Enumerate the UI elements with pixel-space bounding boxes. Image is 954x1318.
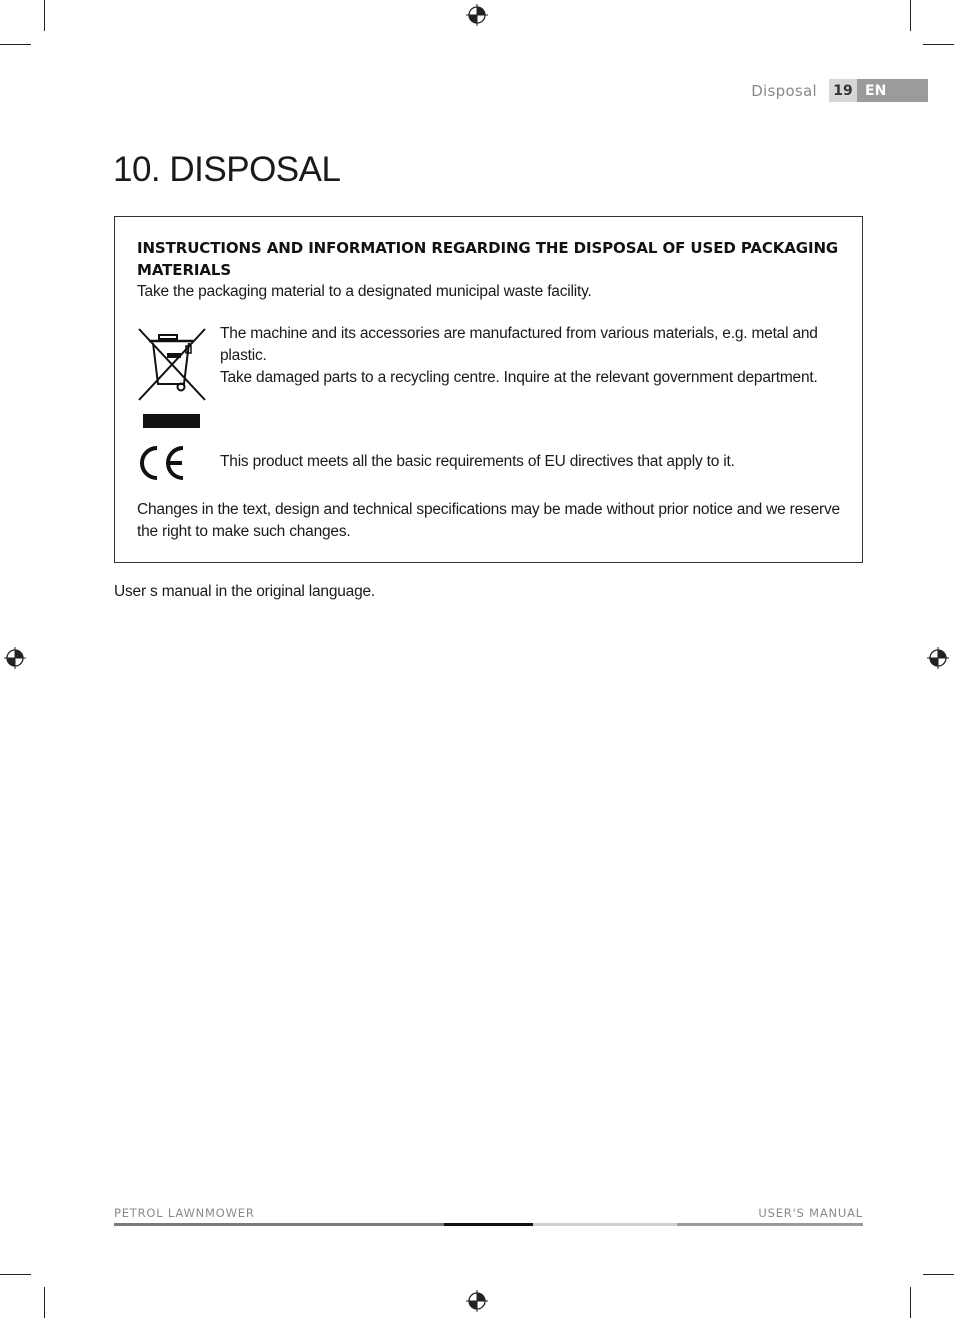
disposal-info-box	[114, 216, 863, 563]
crop-mark	[910, 1287, 911, 1318]
ce-mark-icon	[137, 444, 187, 482]
header-section-name: Disposal	[751, 82, 817, 100]
header-language-tab: EN	[857, 79, 928, 102]
crop-mark	[910, 0, 911, 31]
original-language-note: User s manual in the original language.	[114, 583, 376, 600]
page-title: 10. DISPOSAL	[113, 150, 341, 189]
machine-text-line-1: The machine and its accessories are manufactured from various materials, e.g. metal and	[220, 325, 818, 342]
registration-mark-icon	[466, 1290, 488, 1312]
machine-text-line-3: Take damaged parts to a recycling centre. Inquire at the relevant government department.	[220, 369, 818, 386]
crop-mark	[44, 0, 45, 31]
crop-mark	[923, 1274, 954, 1275]
box-heading: INSTRUCTIONS AND INFORMATION REGARDING THE DISPOSAL OF USED PACKAGING MATERIALS	[137, 239, 839, 279]
footer-rule-segment	[677, 1223, 863, 1226]
footer-rule-segment	[114, 1223, 444, 1226]
machine-text-line-2: plastic.	[220, 347, 267, 364]
footer-document-type: USER'S MANUAL	[758, 1206, 863, 1220]
crop-mark	[0, 1274, 31, 1275]
footer-rule-segment	[444, 1223, 533, 1226]
changes-text-line-1: Changes in the text, design and technical specifications may be made without prior notice and we reserve	[137, 501, 840, 518]
changes-text-line-2: the right to make such changes.	[137, 523, 351, 540]
footer-rule-segment	[533, 1223, 677, 1226]
registration-mark-icon	[927, 647, 949, 669]
packaging-text: Take the packaging material to a designated municipal waste facility.	[137, 283, 592, 300]
header-page-number: 19	[829, 79, 857, 102]
ce-text: This product meets all the basic requirements of EU directives that apply to it.	[220, 453, 735, 470]
registration-mark-icon	[4, 647, 26, 669]
crop-mark	[923, 44, 954, 45]
registration-mark-icon	[466, 4, 488, 26]
footer-product-name: PETROL LAWNMOWER	[114, 1206, 255, 1220]
crop-mark	[0, 44, 31, 45]
crossed-out-wheelie-bin-icon	[137, 327, 207, 432]
crop-mark	[44, 1287, 45, 1318]
